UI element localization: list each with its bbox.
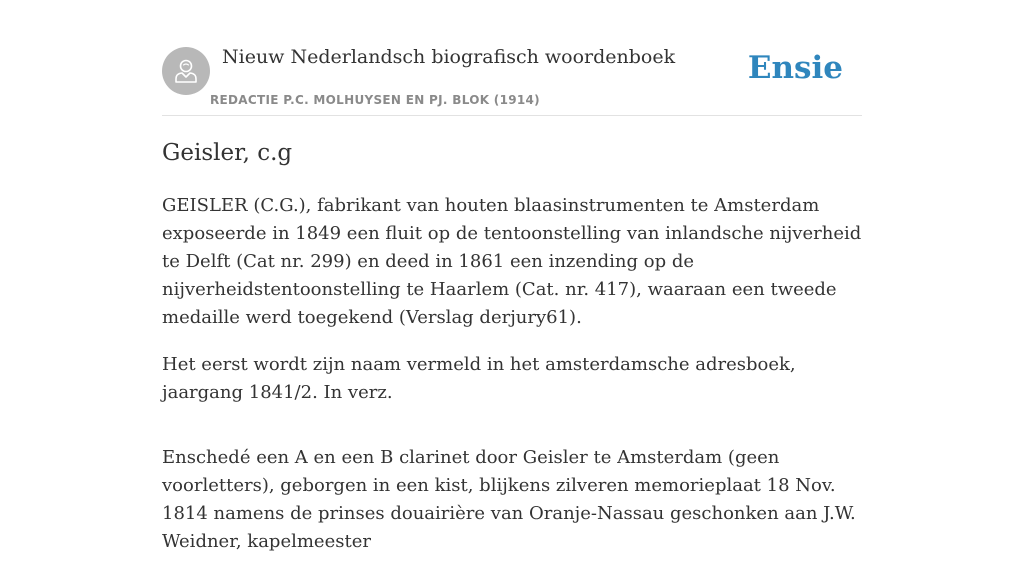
user-silhouette-icon	[171, 56, 201, 86]
ensie-logo[interactable]: Ensie	[747, 50, 843, 86]
article-paragraph: GEISLER (C.G.), fabrikant van houten blaasinstrumenten te Amsterdam exposeerde in 1849 een fluit op de tentoonstelling van inlandsche nijverheid te Delft (Cat nr. 299) en deed in 1861 een inzending op de nijverheidstentoonstelling te Haarlem (Cat. nr. 417), waaraan een tweede medaille werd toegekend (Verslag derjury61).	[162, 195, 862, 328]
source-header	[162, 0, 862, 116]
editors-label: REDACTIE P.C. MOLHUYSEN EN PJ. BLOK (1914)	[210, 93, 540, 107]
article-body	[162, 192, 862, 575]
book-title[interactable]: Nieuw Nederlandsch biografisch woordenboek	[222, 46, 676, 68]
article-paragraph: Enschedé een A en een B clarinet door Geisler te Amsterdam (geen voorletters), geborgen in een kist, blijkens zilveren memorieplaat 18 Nov. 1814 namens de prinses douairière van Oranje-Nassau geschonken aan J.W. Weidner, kapelmeester	[162, 447, 856, 552]
article-title: Geisler, c.g	[162, 140, 293, 166]
article-paragraph: Het eerst wordt zijn naam vermeld in het amsterdamsche adresboek, jaargang 1841/2. In verz.	[162, 354, 796, 403]
avatar	[162, 47, 210, 95]
